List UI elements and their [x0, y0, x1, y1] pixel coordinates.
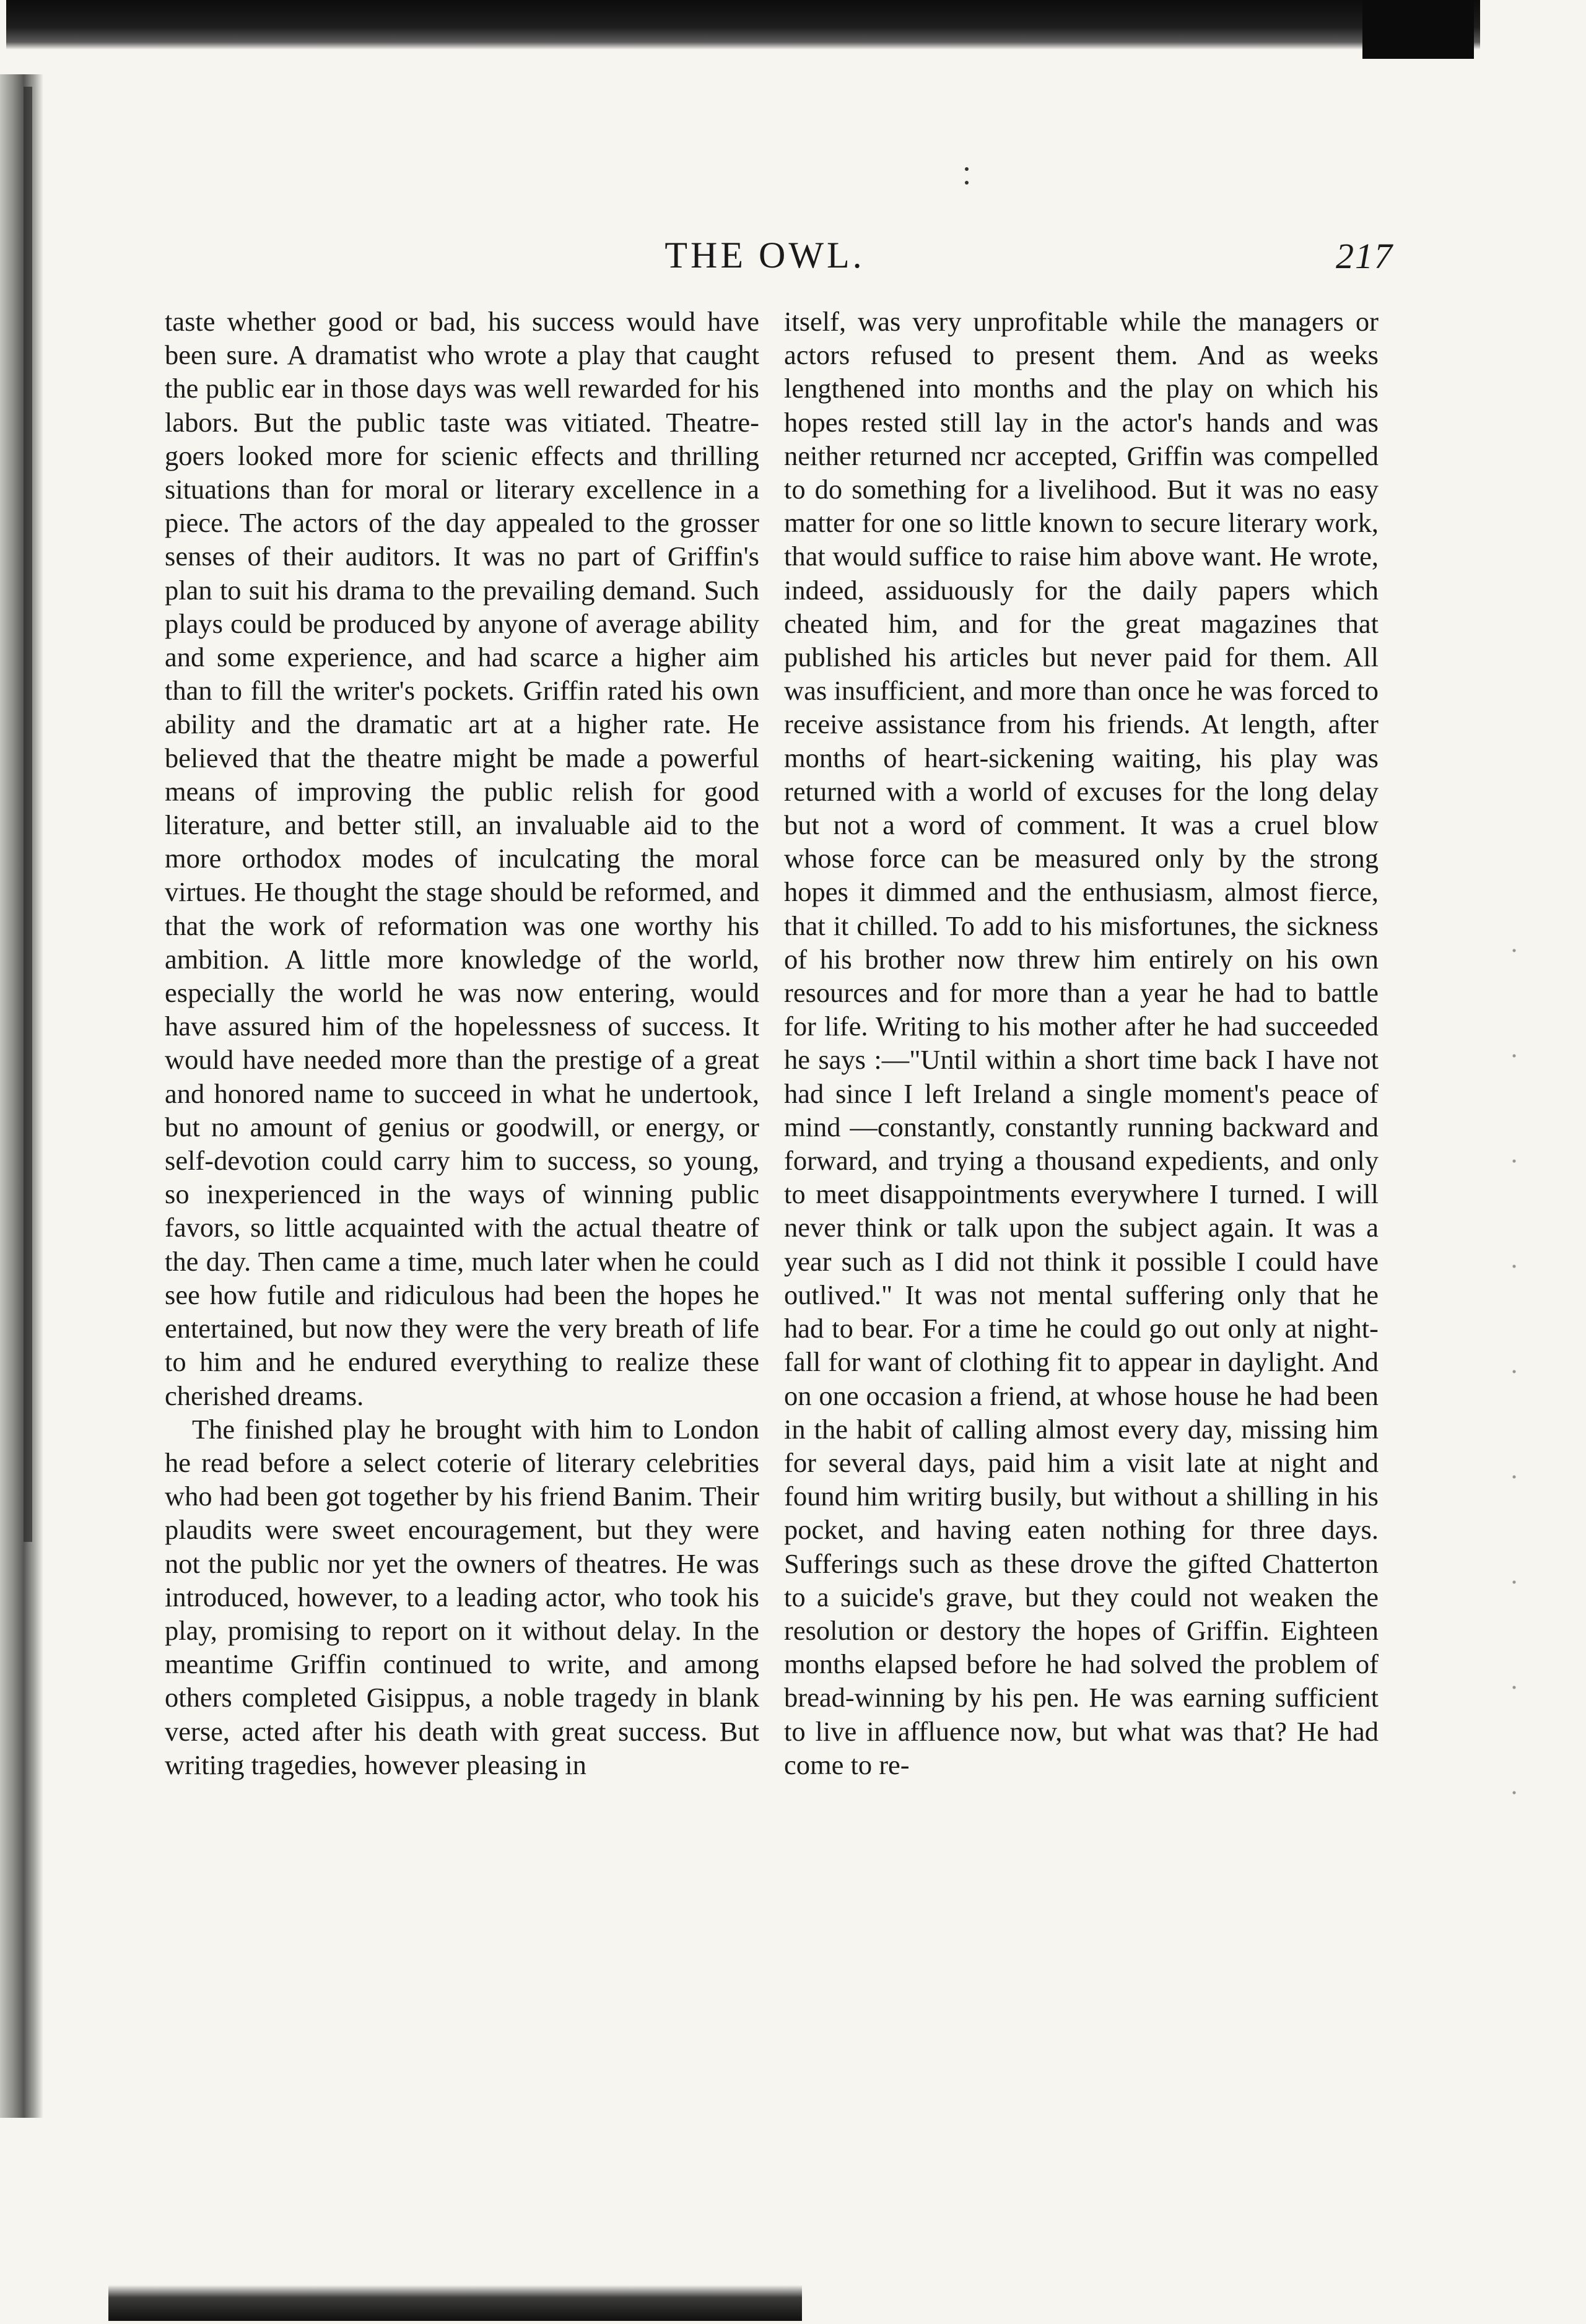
scan-edge-left-shadow — [24, 87, 32, 1542]
scan-border-top — [6, 0, 1480, 50]
scan-edge-left — [0, 74, 43, 2118]
left-column — [165, 305, 759, 1782]
running-title: THE OWL. — [664, 235, 865, 276]
paragraph: The finished play he brought with him to London he read before a select coterie of literary celebrities who had been got together by his friend Banim. Their plaudits were sweet encouragement, but they were not the public nor yet the owners of theatres. He was introduced, however, to a leading actor, who took his play, promising to report on it without delay. In the meantime Griffin continued to write, and among others completed Gisippus, a noble tragedy in blank verse, acted after his death with great success. But writing tragedies, however pleasing in — [165, 1413, 759, 1780]
scan-noise-right — [1505, 898, 1523, 1889]
page-number: 217 — [1336, 236, 1393, 276]
right-column — [784, 305, 1379, 1782]
paragraph: taste whether good or bad, his success would have been sure. A dramatist who wrote a play that caught the public ear in those days was well rewarded for his labors. But the public taste was vitiated. Theatre-goers looked more for scienic effects and thrilling situations than for moral or literary excellence in a piece. The actors of the day appealed to the grosser senses of their auditors. It was no part of Griffin's plan to suit his drama to the prevailing demand. Such plays could be produced by anyone of average ability and some experience, and had scarce a higher aim than to fill the writer's pockets. Griffin rated his own ability and the dramatic art at a higher rate. He believed that the theatre might be made a powerful means of improving the public relish for good literature, and better still, an invaluable aid to the more orthodox modes of inculcating the moral virtues. He thought the stage should be reformed, and that the work of reformation was one worthy his ambition. A little more knowledge of the world, especially the world he was now entering, would have assured him of the hopelessness of success. It would have needed more than the prestige of a great and honored name to succeed in what he undertook, but no amount of genius or goodwill, or energy, or self-devotion could carry him to success, so young, so inexperienced in the ways of winning public favors, so little acquainted with the actual theatre of the day. Then came a time, much later when he could see how futile and ridiculous had been the hopes he entertained, but now they were the very breath of life to him and he endured everything to realize these cherished dreams. — [165, 306, 759, 1411]
scan-border-bottom — [108, 2285, 802, 2321]
scan-speck — [965, 167, 969, 171]
scan-border-top-corner — [1362, 0, 1474, 59]
paragraph: itself, was very unprofitable while the managers or actors refused to present them. And as weeks lengthened into months and the play on which his hopes rested still lay in the actor's hands and was neither returned ncr accepted, Griffin was compelled to do something for a livelihood. But it was no easy matter for one so little known to secure literary work, that would suffice to raise him above want. He wrote, indeed, assiduously for the daily papers which cheated him, and for the great magazines that published his articles but never paid for them. All was insufficient, and more than once he was forced to receive assistance from his friends. At length, after months of heart-sickening waiting, his play was returned with a world of excuses for the long delay but not a word of comment. It was a cruel blow whose force can be measured only by the strong hopes it dimmed and the enthusiasm, almost fierce, that it chilled. To add to his misfortunes, the sickness of his brother now threw him entirely on his own resources and for more than a year he had to battle for life. Writing to his mother after he had succeeded he says :—"Until within a short time back I have not had since I left Ireland a single moment's peace of mind —constantly, constantly running backward and forward, and trying a thousand expedients, and only to meet disappointments everywhere I turned. I will never think or talk upon the subject again. It was a year such as I did not think it possible I could have outlived." It was not mental suffering only that he had to bear. For a time he could go out only at night-fall for want of clothing fit to appear in daylight. And on one occasion a friend, at whose house he had been in the habit of calling almost every day, missing him for several days, paid him a visit late at night and found him writirg busily, but without a shilling in his pocket, and having eaten nothing for three days. Sufferings such as these drove the gifted Chatterton to a suicide's grave, but they could not weaken the resolution or destory the hopes of Griffin. Eighteen months elapsed before he had solved the problem of bread-winning by his pen. He was earning sufficient to live in affluence now, but what was that? He had come to re- — [784, 306, 1379, 1780]
